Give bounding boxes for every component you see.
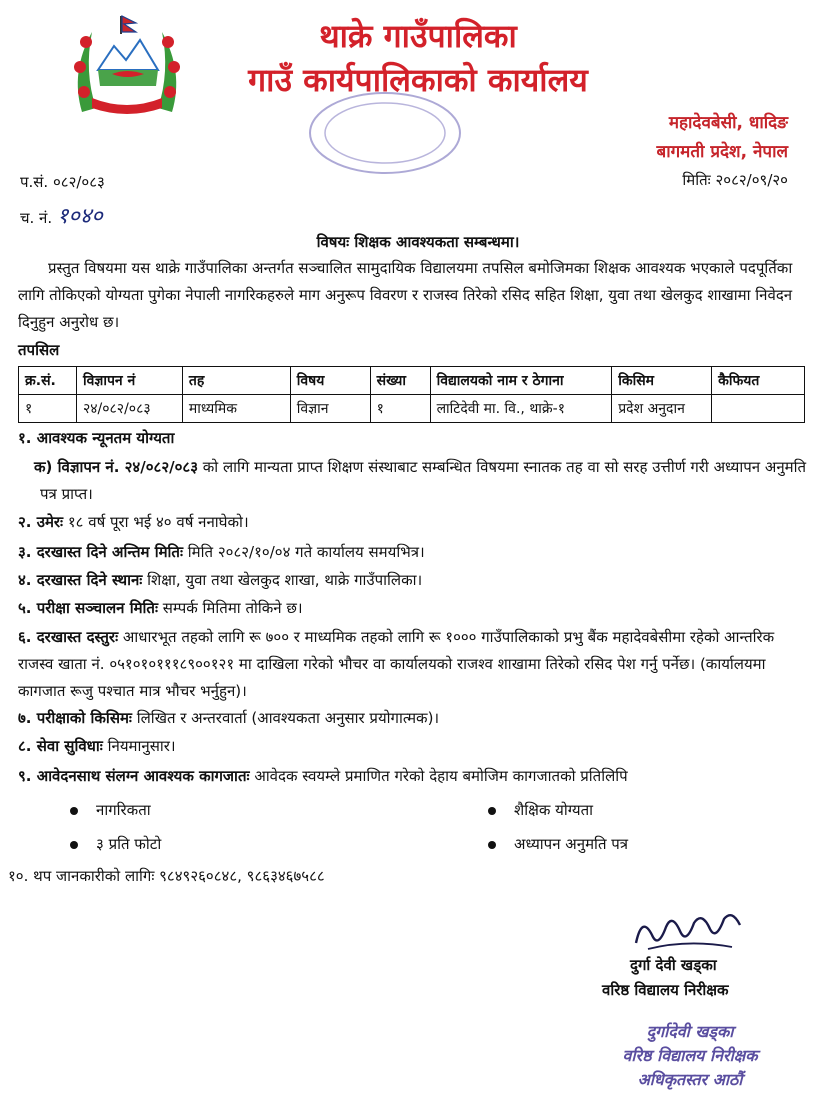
- item-6-label: ६. दरखास्त दस्तुरः: [18, 628, 119, 646]
- item-4: [18, 570, 422, 590]
- table-cell: माध्यमिक: [182, 395, 290, 423]
- dispatch-number-label: च. नं.: [20, 209, 53, 227]
- table-cell: १: [19, 395, 77, 423]
- item-6-text: आधारभूत तहको लागि रू ७०० र माध्यमिक तहको लागि रू १००० गाउँपालिकाको प्रभु बैंक महादेवबेसीमा रहेको आन्तरिक राजस्व खाता नं. ०५१०१०१११८९००१२१ मा दाखिला गरेको भौचर वा कार्यालयको राजश्व शाखामा तिरेको रसिद पेश गर्नु पर्नेछ। (कार्यालयमा कागजात रूजु पश्चात मात्र भौचर भर्नुहुन)।: [18, 628, 775, 700]
- signatory-title: वरिष्ठ विद्यालय निरीक्षक: [602, 981, 729, 999]
- list-item-label: ३ प्रति फोटो: [96, 835, 162, 853]
- office-stamp-icon: [300, 88, 470, 178]
- item-3-label: ३. दरखास्त दिने अन्तिम मितिः: [18, 543, 184, 561]
- table-cell: लाटिदेवी मा. वि., थाक्रे-१: [430, 395, 612, 423]
- item-5-text: सम्पर्क मितिमा तोकिने छ।: [162, 599, 303, 617]
- item-1-title: १. आवश्यक न्यूनतम योग्यता: [18, 429, 175, 447]
- bullet-icon: [488, 807, 496, 815]
- bullet-icon: [70, 807, 78, 815]
- item-8-text: नियमानुसार।: [107, 737, 176, 755]
- table-header: कैफियत: [712, 367, 805, 395]
- table-cell: २४/०८२/०८३: [76, 395, 182, 423]
- table-cell: विज्ञान: [290, 395, 370, 423]
- item-4-text: शिक्षा, युवा तथा खेलकुद शाखा, थाक्रे गाउँपालिका।: [147, 571, 423, 589]
- signature-icon: [628, 905, 748, 957]
- item-9-text: आवेदक स्वयम्ले प्रमाणित गरेको देहाय बमोजिम कागजातको प्रतिलिपि: [254, 767, 628, 785]
- stamp-line-3: अधिकृतस्तर आठौं: [637, 1070, 743, 1089]
- table-row: [19, 395, 805, 423]
- item-9: [18, 766, 628, 786]
- table-cell: [712, 395, 805, 423]
- table-header: तह: [182, 367, 290, 395]
- item-10: १०. थप जानकारीको लागिः ९८४९२६०८४८, ९८६३४६७५८८: [8, 867, 325, 885]
- stamp-line-2: वरिष्ठ विद्यालय निरीक्षक: [622, 1046, 758, 1065]
- tapasil-heading: तपसिल: [18, 341, 60, 359]
- table-header-row: [19, 367, 805, 395]
- item-6: [18, 624, 808, 705]
- letter-date: मितिः २०८२/०९/२०: [682, 171, 788, 189]
- dispatch-number: [20, 200, 103, 230]
- item-4-label: ४. दरखास्त दिने स्थानः: [18, 571, 143, 589]
- list-item-label: नागरिकता: [96, 801, 151, 819]
- item-5-label: ५. परीक्षा सञ्चालन मितिः: [18, 599, 159, 617]
- list-item-label: अध्यापन अनुमति पत्र: [514, 835, 629, 853]
- name-stamp: [590, 1020, 790, 1092]
- item-2-label: २. उमेरः: [18, 513, 64, 531]
- item-8: [18, 736, 176, 756]
- list-item: [488, 834, 628, 854]
- table-cell: प्रदेश अनुदान: [612, 395, 712, 423]
- item-2-text: १८ वर्ष पूरा भई ४० वर्ष ननाघेको।: [67, 513, 249, 531]
- item-2: [18, 512, 249, 532]
- item-9-label: ९. आवेदनसाथ संलग्न आवश्यक कागजातः: [18, 767, 250, 785]
- item-1a-text: को लागि मान्यता प्राप्त शिक्षण संस्थाबाट सम्बन्धित विषयमा स्नातक तह वा सो सरह उत्तीर्ण गरी अध्यापन अनुमति पत्र प्राप्त।: [40, 458, 807, 503]
- list-item-label: शैक्षिक योग्यता: [514, 801, 594, 819]
- list-item: [70, 834, 161, 854]
- list-item: [488, 800, 593, 820]
- table-header: विषय: [290, 367, 370, 395]
- office-title: गाउँ कार्यपालिकाको कार्यालय: [248, 61, 588, 99]
- table-header: विज्ञापन नं: [76, 367, 182, 395]
- item-3-text: मिति २०८२/१०/०४ गते कार्यालय समयभित्र।: [187, 543, 425, 561]
- signatory-name: दुर्गा देवी खड्का: [630, 956, 717, 974]
- dispatch-number-value: १०४०: [56, 204, 103, 229]
- bullet-icon: [488, 841, 496, 849]
- table-header: क्र.सं.: [19, 367, 77, 395]
- item-1a-label: क) विज्ञापन नं. २४/०८२/०८३: [34, 458, 198, 476]
- item-5: [18, 598, 303, 618]
- item-7-text: लिखित र अन्तरवार्ता (आवश्यकता अनुसार प्रयोगात्मक)।: [136, 709, 440, 727]
- bullet-icon: [70, 841, 78, 849]
- table-header: संख्या: [370, 367, 430, 395]
- item-8-label: ८. सेवा सुविधाः: [18, 737, 103, 755]
- item-7-label: ७. परीक्षाको किसिमः: [18, 709, 132, 727]
- table-header: किसिम: [612, 367, 712, 395]
- table-cell: १: [370, 395, 430, 423]
- table-header: विद्यालयको नाम र ठेगाना: [430, 367, 612, 395]
- stamp-line-1: दुर्गादेवी खड्का: [646, 1022, 734, 1041]
- vacancy-table: [18, 366, 805, 423]
- item-1a: [18, 454, 808, 508]
- address-line-1: महादेवबेसी, धादिङ: [668, 113, 788, 133]
- address-line-2: बागमती प्रदेश, नेपाल: [656, 142, 788, 162]
- subject-line: विषयः शिक्षक आवश्यकता सम्बन्धमा।: [316, 233, 520, 251]
- municipality-title: थाक्रे गाउँपालिका: [319, 17, 517, 55]
- item-7: [18, 708, 439, 728]
- intro-paragraph: प्रस्तुत विषयमा यस थाक्रे गाउँपालिका अन्तर्गत सञ्चालित सामुदायिक विद्यालयमा तपसिल बमोजिमका शिक्षक आवश्यक भएकाले पदपूर्तिका लागि तोकिएको योग्यता पुगेका नेपाली नागरिकहरुले माग अनुरूप विवरण र राजस्व तिरेको रसिद सहित शिक्षा, युवा तथा खेलकुद शाखामा निवेदन दिनुहुन अनुरोध छ।: [18, 259, 793, 331]
- item-3: [18, 542, 425, 562]
- reference-number: प.सं. ०८२/०८३: [20, 173, 105, 191]
- list-item: [70, 800, 151, 820]
